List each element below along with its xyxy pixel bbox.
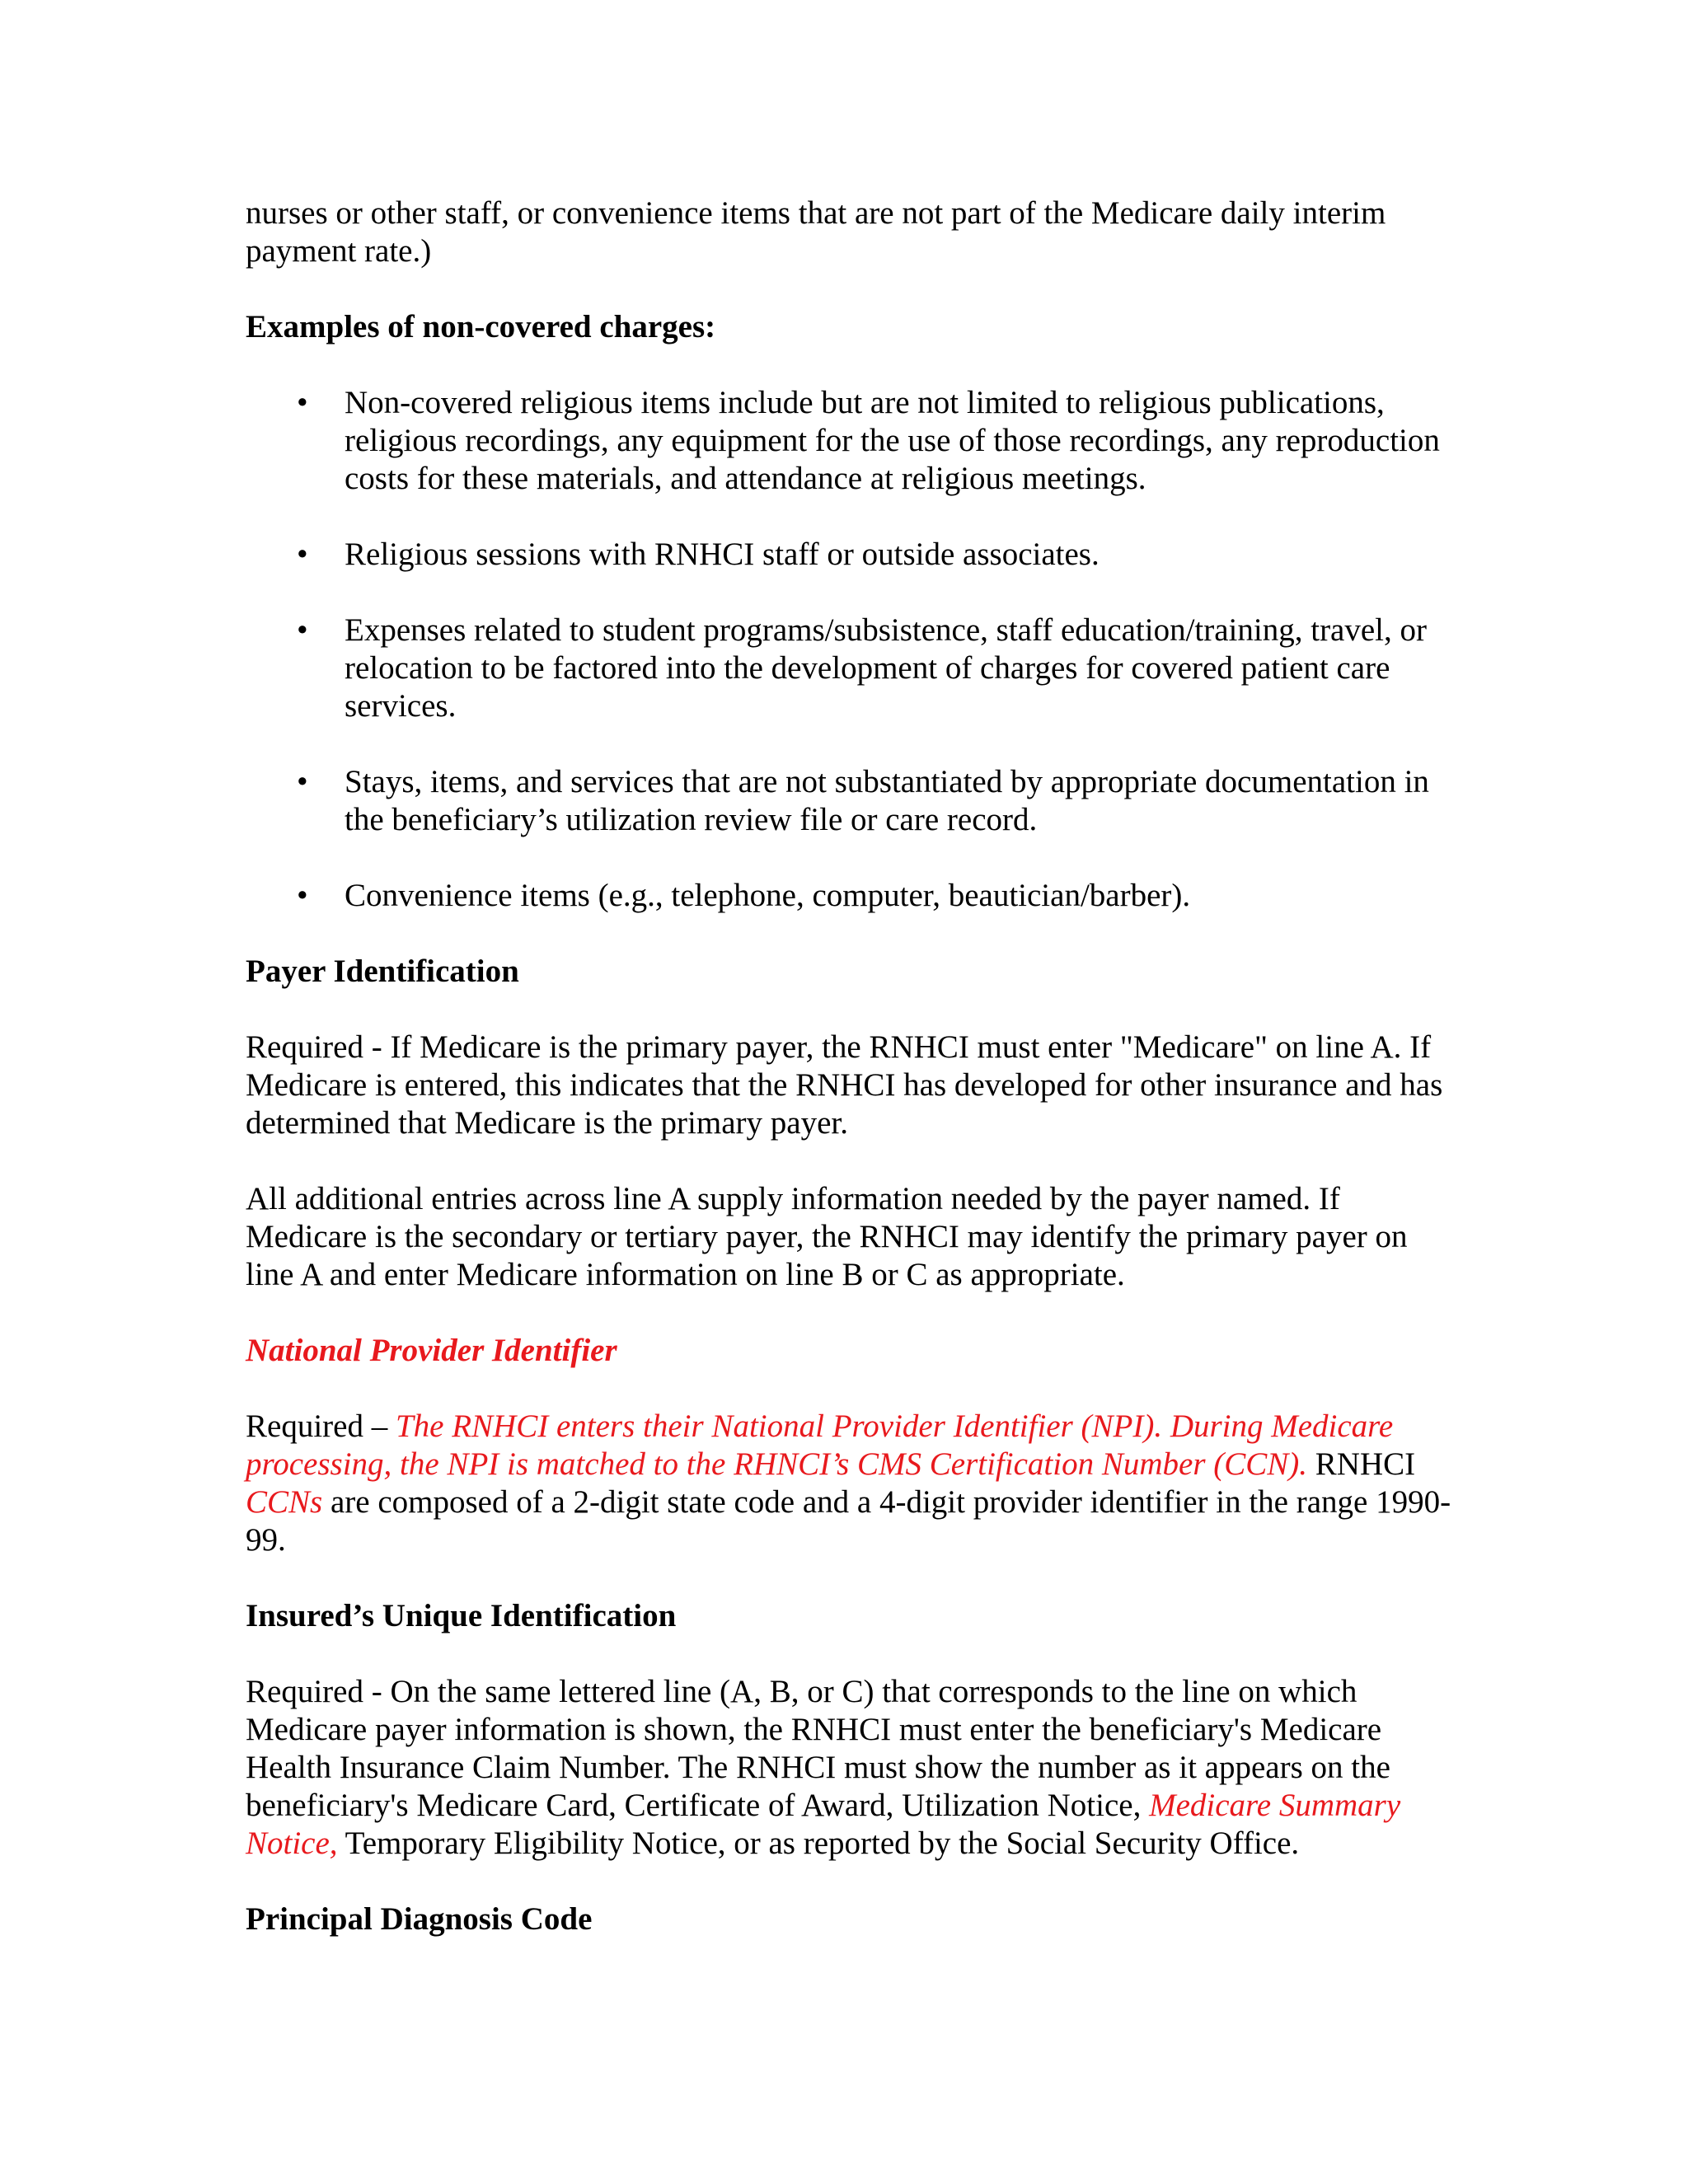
list-item (246, 877, 1457, 915)
spacer (246, 1635, 1457, 1673)
spacer (246, 574, 1457, 612)
spacer (246, 1370, 1457, 1408)
payer-identification-paragraph-1: Required - If Medicare is the primary payer, the RNHCI must enter "Medicare" on line A. If Medicare is entered, this indicates that the RNHCI has developed for other insurance and has determined that Medicare is the primary payer. (246, 1029, 1443, 1141)
list-item (246, 384, 1457, 498)
list-item-text: Expenses related to student programs/subsistence, staff education/training, travel, or relocation to be factored into the development of charges for covered patient care services. (345, 612, 1427, 724)
spacer (246, 991, 1457, 1029)
list-item-text: Stays, items, and services that are not substantiated by appropriate documentation in the beneficiary’s utilization review file or care record. (345, 764, 1429, 837)
spacer (246, 270, 1457, 308)
spacer (246, 725, 1457, 763)
npi-red-text: The RNHCI enters their National Provider Identifier (NPI). During Medicare processing, the NPI is matched to the RHNCI’s CMS Certification Number (CCN). (246, 1408, 1394, 1482)
insured-id-red-text: Medicare Summary Notice, (246, 1788, 1401, 1861)
principal-diagnosis-heading: Principal Diagnosis Code (246, 1901, 593, 1937)
spacer (246, 1294, 1457, 1332)
list-item (246, 612, 1457, 725)
examples-heading: Examples of non-covered charges: (246, 309, 716, 344)
insured-id-text-before: Required - On the same lettered line (A, B, or C) that corresponds to the line on which Medicare payer information is shown, the RNHCI must enter the beneficiary's Medicare Health Insurance Claim Number. The RNHCI must show the number as it appears on the beneficiary's Medicare Card, Certificate of Award, Utilization Notice, (246, 1674, 1390, 1823)
bullet-icon: • (297, 537, 308, 572)
npi-text-before-ccn: RNHCI (1307, 1446, 1416, 1482)
npi-heading: National Provider Identifier (246, 1333, 617, 1368)
npi-ccn-red: CCNs (246, 1484, 323, 1520)
spacer (246, 1559, 1457, 1597)
bullet-icon: • (297, 878, 308, 913)
list-item (246, 536, 1457, 574)
spacer (246, 1863, 1457, 1900)
payer-identification-paragraph-2: All additional entries across line A supply information needed by the payer named. If Medicare is the secondary or tertiary payer, the RNHCI may identify the primary payer on line A and enter Medicare information on line B or C as appropriate. (246, 1181, 1408, 1292)
bullet-icon: • (297, 385, 308, 420)
payer-identification-heading: Payer Identification (246, 954, 519, 989)
non-covered-charges-list (246, 384, 1457, 915)
list-item (246, 763, 1457, 839)
bullet-icon: • (297, 612, 308, 648)
insured-id-text-after: Temporary Eligibility Notice, or as reported by the Social Security Office. (337, 1825, 1300, 1861)
spacer (246, 1142, 1457, 1180)
intro-continuation-paragraph: nurses or other staff, or convenience items that are not part of the Medicare daily interim payment rate.) (246, 195, 1386, 269)
spacer (246, 915, 1457, 953)
npi-paragraph (246, 1408, 1457, 1559)
npi-required-prefix: Required – (246, 1408, 396, 1444)
insured-id-heading: Insured’s Unique Identification (246, 1598, 677, 1633)
spacer (246, 498, 1457, 536)
insured-id-paragraph (246, 1673, 1457, 1863)
list-item-text: Non-covered religious items include but are not limited to religious publications, religious recordings, any equipment for the use of those recordings, any reproduction costs for these materials, and attendance at religious meetings. (345, 385, 1440, 496)
npi-text-after-ccn: are composed of a 2-digit state code and a 4-digit provider identifier in the range 1990-99. (246, 1484, 1451, 1558)
spacer (246, 839, 1457, 877)
document-body (246, 194, 1457, 1938)
spacer (246, 346, 1457, 384)
bullet-icon: • (297, 764, 308, 799)
list-item-text: Religious sessions with RNHCI staff or outside associates. (345, 537, 1100, 572)
list-item-text: Convenience items (e.g., telephone, computer, beautician/barber). (345, 878, 1191, 913)
